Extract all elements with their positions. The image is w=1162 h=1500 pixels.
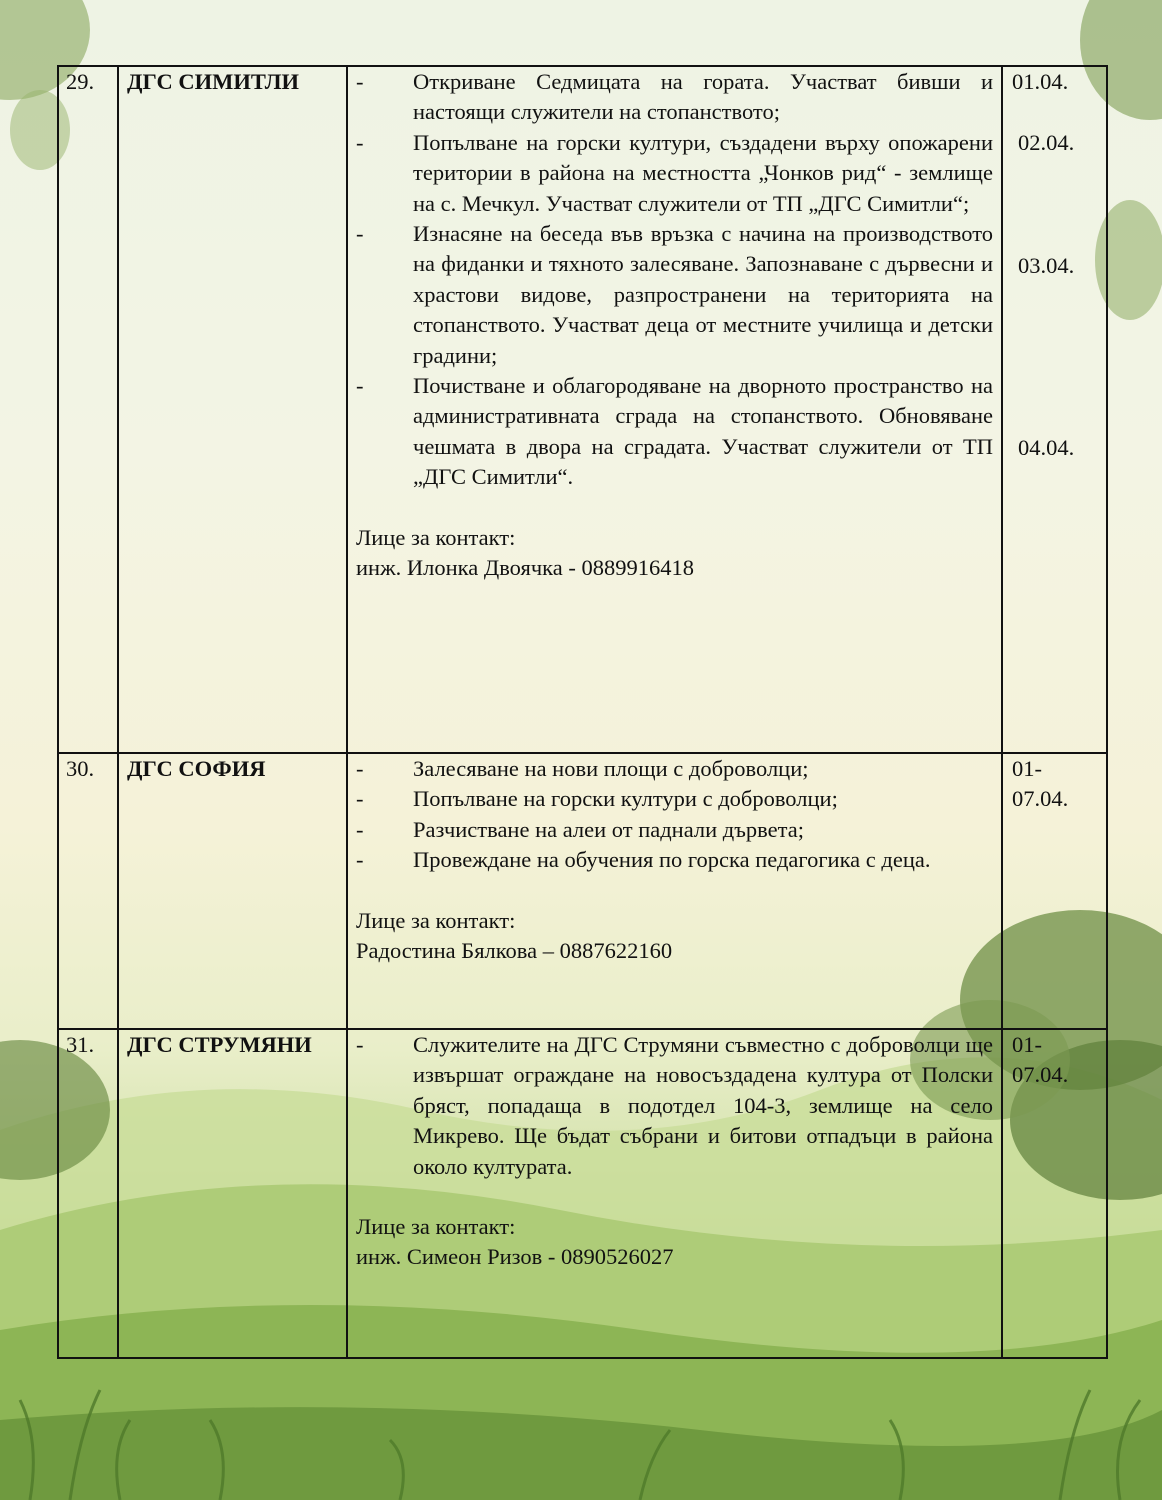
activity-text: Попълване на горски култури с доброволци;: [413, 786, 838, 812]
date: 07.04.: [1012, 786, 1069, 812]
row-number: 29.: [58, 66, 118, 753]
list-item: [356, 1030, 993, 1182]
activities-cell: [347, 1029, 1002, 1358]
bullet-dash: -: [356, 786, 364, 812]
bullet-dash: -: [356, 221, 364, 247]
bullet-dash: -: [356, 847, 364, 873]
date: 01.04.: [1012, 69, 1069, 94]
bullet-dash: -: [356, 373, 364, 399]
dates-cell: [1002, 753, 1107, 1029]
bullet-dash: -: [356, 1032, 364, 1057]
date: 01-: [1012, 756, 1042, 781]
date: 02.04.: [1018, 130, 1075, 156]
activity-text: Почистване и облагородяване на дворното пространство на административната сграда на стопанството. Обновяване чешмата в двора на сградата. Участват служители от ТП „ДГС Симитли“.: [413, 373, 993, 490]
dates-cell: [1002, 66, 1107, 753]
list-item: [356, 128, 993, 219]
bullet-dash: -: [356, 756, 364, 781]
contact-person: инж. Симеон Ризов - 0890526027: [356, 1244, 674, 1270]
activities-cell: [347, 753, 1002, 1029]
bullet-dash: -: [356, 129, 364, 155]
contact-person: Радостина Бялкова – 0887622160: [356, 938, 673, 964]
organization-name: ДГС СИМИТЛИ: [118, 66, 347, 753]
date: 03.04.: [1018, 252, 1075, 278]
events-table: [57, 65, 1108, 1359]
activity-text: Залесяване на нови площи с доброволци;: [413, 756, 809, 781]
activity-text: Откриване Седмицата на гората. Участват бивши и настоящи служители на стопанството;: [413, 69, 993, 125]
list-item: [356, 845, 993, 875]
table-row: [58, 66, 1107, 753]
list-item: [356, 815, 993, 845]
table-row: [58, 753, 1107, 1029]
bullet-dash: -: [356, 816, 364, 842]
organization-name: ДГС СОФИЯ: [118, 753, 347, 1029]
activities-cell: [347, 66, 1002, 753]
list-item: [356, 371, 993, 493]
activity-text: Разчистване на алеи от паднали дървета;: [413, 816, 804, 842]
table-row: [58, 1029, 1107, 1358]
dates-cell: [1002, 1029, 1107, 1358]
contact-label: Лице за контакт:: [356, 524, 516, 550]
date: 04.04.: [1018, 435, 1075, 461]
contact-label: Лице за контакт:: [356, 907, 516, 933]
list-item: [356, 219, 993, 371]
row-number: 31.: [58, 1029, 118, 1358]
contact-label: Лице за контакт:: [356, 1214, 516, 1240]
contact-person: инж. Илонка Двоячка - 0889916418: [356, 555, 694, 581]
list-item: [356, 784, 993, 814]
date: 01-: [1012, 1032, 1042, 1057]
list-item: [356, 754, 993, 784]
bullet-dash: -: [356, 69, 364, 94]
date: 07.04.: [1012, 1062, 1069, 1088]
activity-text: Попълване на горски култури, създадени върху опожарени територии в района на местността „Чонков рид“ - землище на с. Мечкул. Участват служители от ТП „ДГС Симитли“;: [413, 129, 993, 216]
activity-text: Изнасяне на беседа във връзка с начина на производството на фиданки и тяхното залесяване. Запознаване с дървесни и храстови видове, разпространени на територията на стопанството. Участват деца от местните училища и детски градини;: [413, 221, 993, 368]
activity-text: Служителите на ДГС Струмяни съвместно с доброволци ще извършат ограждане на новосъздадена култура от Полски бряст, попадаща в подотдел 104-3, землище на село Микрево. Ще бъдат събрани и битови отпадъци в района около културата.: [413, 1032, 993, 1179]
row-number: 30.: [58, 753, 118, 1029]
list-item: [356, 67, 993, 128]
activity-text: Провеждане на обучения по горска педагогика с деца.: [413, 847, 931, 873]
organization-name: ДГС СТРУМЯНИ: [118, 1029, 347, 1358]
